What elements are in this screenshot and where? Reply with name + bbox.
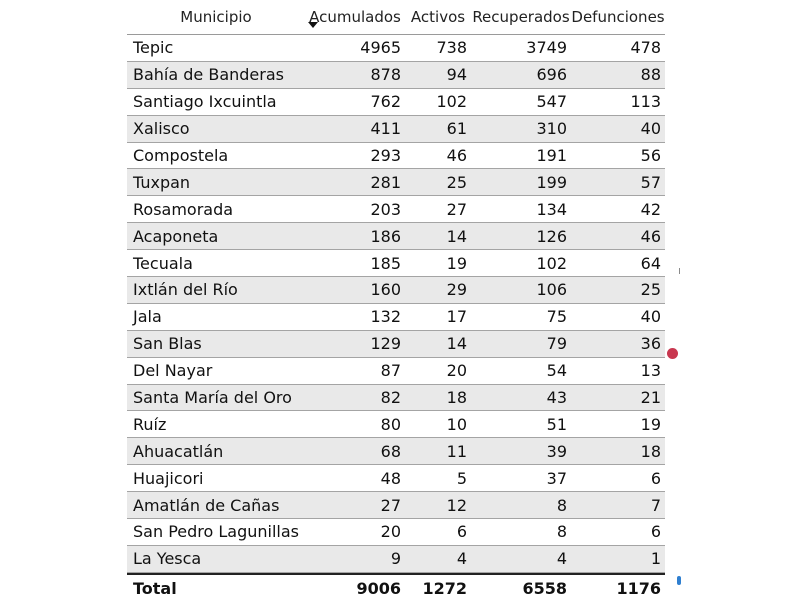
cell-municipio: Ruíz bbox=[133, 414, 167, 434]
cell-recuperados: 43 bbox=[546, 388, 567, 408]
cell-recuperados: 126 bbox=[536, 226, 567, 246]
cell-activos: 20 bbox=[446, 361, 467, 381]
cell-municipio: Santiago Ixcuintla bbox=[133, 92, 277, 112]
cell-municipio: Tepic bbox=[133, 38, 174, 58]
cell-recuperados: 310 bbox=[536, 119, 567, 139]
cell-acumulados: 82 bbox=[380, 388, 401, 408]
table-row[interactable] bbox=[127, 519, 665, 546]
cell-activos: 27 bbox=[446, 199, 467, 219]
cell-activos: 10 bbox=[446, 414, 467, 434]
cell-defunciones: 56 bbox=[640, 146, 661, 165]
cell-recuperados: 4 bbox=[556, 549, 567, 569]
cell-defunciones: 6 bbox=[650, 468, 661, 488]
cell-recuperados: 51 bbox=[546, 414, 567, 434]
cell-defunciones: 7 bbox=[650, 495, 661, 515]
municipality-table bbox=[127, 0, 665, 603]
cell-recuperados: 547 bbox=[536, 92, 567, 112]
cell-activos: 19 bbox=[446, 253, 467, 273]
cell-municipio: La Yesca bbox=[133, 549, 202, 569]
total-activos: 1272 bbox=[422, 579, 467, 599]
cell-defunciones: 64 bbox=[640, 253, 661, 273]
table-row[interactable] bbox=[127, 358, 665, 385]
cell-municipio: Tuxpan bbox=[133, 172, 191, 192]
cell-acumulados: 762 bbox=[370, 92, 401, 112]
table-row[interactable] bbox=[127, 250, 665, 277]
cell-recuperados: 199 bbox=[536, 172, 567, 192]
cell-defunciones: 46 bbox=[640, 226, 661, 246]
cell-acumulados: 185 bbox=[370, 253, 401, 273]
header-activos[interactable]: Activos bbox=[410, 8, 466, 26]
cell-recuperados: 191 bbox=[536, 146, 567, 165]
cell-recuperados: 102 bbox=[536, 253, 567, 273]
total-label: Total bbox=[133, 579, 177, 599]
cell-municipio: Tecuala bbox=[133, 253, 193, 273]
cell-acumulados: 411 bbox=[370, 119, 401, 139]
cell-activos: 11 bbox=[446, 441, 467, 461]
cell-defunciones: 57 bbox=[640, 172, 661, 192]
cell-municipio: Ahuacatlán bbox=[133, 441, 224, 461]
cell-municipio: Xalisco bbox=[133, 119, 190, 139]
cell-municipio: Jala bbox=[133, 307, 162, 327]
cell-activos: 5 bbox=[456, 468, 467, 488]
header-defunciones[interactable]: Defunciones bbox=[571, 8, 665, 26]
cell-acumulados: 27 bbox=[380, 495, 401, 515]
cell-recuperados: 134 bbox=[536, 199, 567, 219]
cell-acumulados: 129 bbox=[370, 334, 401, 354]
cell-municipio: Acaponeta bbox=[133, 226, 219, 246]
cell-recuperados: 39 bbox=[546, 441, 567, 461]
cell-activos: 738 bbox=[436, 38, 467, 58]
cell-acumulados: 4965 bbox=[360, 38, 401, 58]
cell-municipio: Santa María del Oro bbox=[133, 388, 292, 408]
table-row[interactable] bbox=[127, 304, 665, 331]
cell-acumulados: 87 bbox=[380, 361, 401, 381]
cell-recuperados: 8 bbox=[556, 522, 567, 542]
cell-activos: 14 bbox=[446, 226, 467, 246]
table-row[interactable] bbox=[127, 331, 665, 358]
cell-recuperados: 54 bbox=[546, 361, 567, 381]
cell-acumulados: 878 bbox=[370, 65, 401, 85]
header-acumulados[interactable]: Acumulados bbox=[309, 8, 401, 26]
table-row[interactable] bbox=[127, 465, 665, 492]
cell-defunciones: 88 bbox=[640, 65, 661, 85]
cell-defunciones: 25 bbox=[640, 280, 661, 300]
cell-defunciones: 18 bbox=[640, 441, 661, 461]
cell-municipio: Rosamorada bbox=[133, 199, 234, 219]
cell-defunciones: 1 bbox=[650, 549, 661, 569]
cell-acumulados: 293 bbox=[370, 146, 401, 165]
cell-acumulados: 281 bbox=[370, 172, 401, 192]
cell-activos: 94 bbox=[446, 65, 467, 85]
cell-defunciones: 19 bbox=[640, 414, 661, 434]
cell-defunciones: 42 bbox=[640, 199, 661, 219]
table-row[interactable] bbox=[127, 546, 665, 573]
cell-defunciones: 113 bbox=[630, 92, 661, 112]
table-row[interactable] bbox=[127, 143, 665, 170]
table-row[interactable] bbox=[127, 196, 665, 223]
cell-activos: 12 bbox=[446, 495, 467, 515]
cell-recuperados: 8 bbox=[556, 495, 567, 515]
cell-activos: 61 bbox=[446, 119, 467, 139]
cell-acumulados: 132 bbox=[370, 307, 401, 327]
cell-activos: 102 bbox=[436, 92, 467, 112]
cell-municipio: San Blas bbox=[133, 334, 202, 354]
cell-activos: 29 bbox=[446, 280, 467, 300]
cell-municipio: Bahía de Banderas bbox=[133, 65, 284, 85]
cell-recuperados: 79 bbox=[546, 334, 567, 354]
blue-dot-marker bbox=[677, 576, 681, 585]
cell-defunciones: 40 bbox=[640, 119, 661, 139]
table-body bbox=[127, 35, 665, 573]
cell-acumulados: 9 bbox=[390, 549, 401, 569]
cell-defunciones: 36 bbox=[640, 334, 661, 354]
cell-acumulados: 160 bbox=[370, 280, 401, 300]
cell-municipio: San Pedro Lagunillas bbox=[133, 522, 299, 542]
cell-defunciones: 13 bbox=[640, 361, 661, 381]
cell-recuperados: 696 bbox=[536, 65, 567, 85]
total-recuperados: 6558 bbox=[522, 579, 567, 599]
cell-municipio: Ixtlán del Río bbox=[133, 280, 238, 300]
cell-activos: 14 bbox=[446, 334, 467, 354]
cell-acumulados: 203 bbox=[370, 199, 401, 219]
table-row[interactable] bbox=[127, 385, 665, 412]
cell-municipio: Amatlán de Cañas bbox=[133, 495, 280, 515]
cell-acumulados: 80 bbox=[380, 414, 401, 434]
cell-municipio: Huajicori bbox=[133, 468, 204, 488]
table-row[interactable] bbox=[127, 438, 665, 465]
cell-recuperados: 106 bbox=[536, 280, 567, 300]
cell-municipio: Del Nayar bbox=[133, 361, 213, 381]
cell-acumulados: 186 bbox=[370, 226, 401, 246]
header-recuperados[interactable]: Recuperados bbox=[472, 8, 570, 26]
cell-activos: 18 bbox=[446, 388, 467, 408]
table-row[interactable] bbox=[127, 223, 665, 250]
cell-activos: 46 bbox=[446, 146, 467, 165]
cell-defunciones: 478 bbox=[630, 38, 661, 58]
cell-acumulados: 20 bbox=[380, 522, 401, 542]
cell-acumulados: 48 bbox=[380, 468, 401, 488]
red-dot-marker bbox=[667, 348, 678, 359]
table-row[interactable] bbox=[127, 89, 665, 116]
scroll-tick-mark bbox=[679, 268, 680, 274]
cell-municipio: Compostela bbox=[133, 146, 229, 165]
cell-recuperados: 37 bbox=[546, 468, 567, 488]
cell-recuperados: 3749 bbox=[526, 38, 567, 58]
cell-defunciones: 21 bbox=[640, 388, 661, 408]
table-row[interactable] bbox=[127, 277, 665, 304]
total-acumulados: 9006 bbox=[356, 579, 401, 599]
table-header bbox=[127, 0, 665, 35]
cell-defunciones: 40 bbox=[640, 307, 661, 327]
table-row[interactable] bbox=[127, 169, 665, 196]
cell-activos: 6 bbox=[456, 522, 467, 542]
table-row[interactable] bbox=[127, 62, 665, 89]
cell-activos: 17 bbox=[446, 307, 467, 327]
header-municipio[interactable]: Municipio bbox=[180, 8, 252, 26]
total-row bbox=[127, 573, 665, 603]
sort-descending-icon[interactable] bbox=[308, 22, 318, 28]
table-row[interactable] bbox=[127, 411, 665, 438]
cell-acumulados: 68 bbox=[380, 441, 401, 461]
table-row[interactable] bbox=[127, 492, 665, 519]
cell-defunciones: 6 bbox=[650, 522, 661, 542]
cell-recuperados: 75 bbox=[546, 307, 567, 327]
total-defunciones: 1176 bbox=[616, 579, 661, 599]
table-row[interactable] bbox=[127, 116, 665, 143]
cell-activos: 25 bbox=[446, 172, 467, 192]
table-row[interactable] bbox=[127, 35, 665, 62]
cell-activos: 4 bbox=[456, 549, 467, 569]
